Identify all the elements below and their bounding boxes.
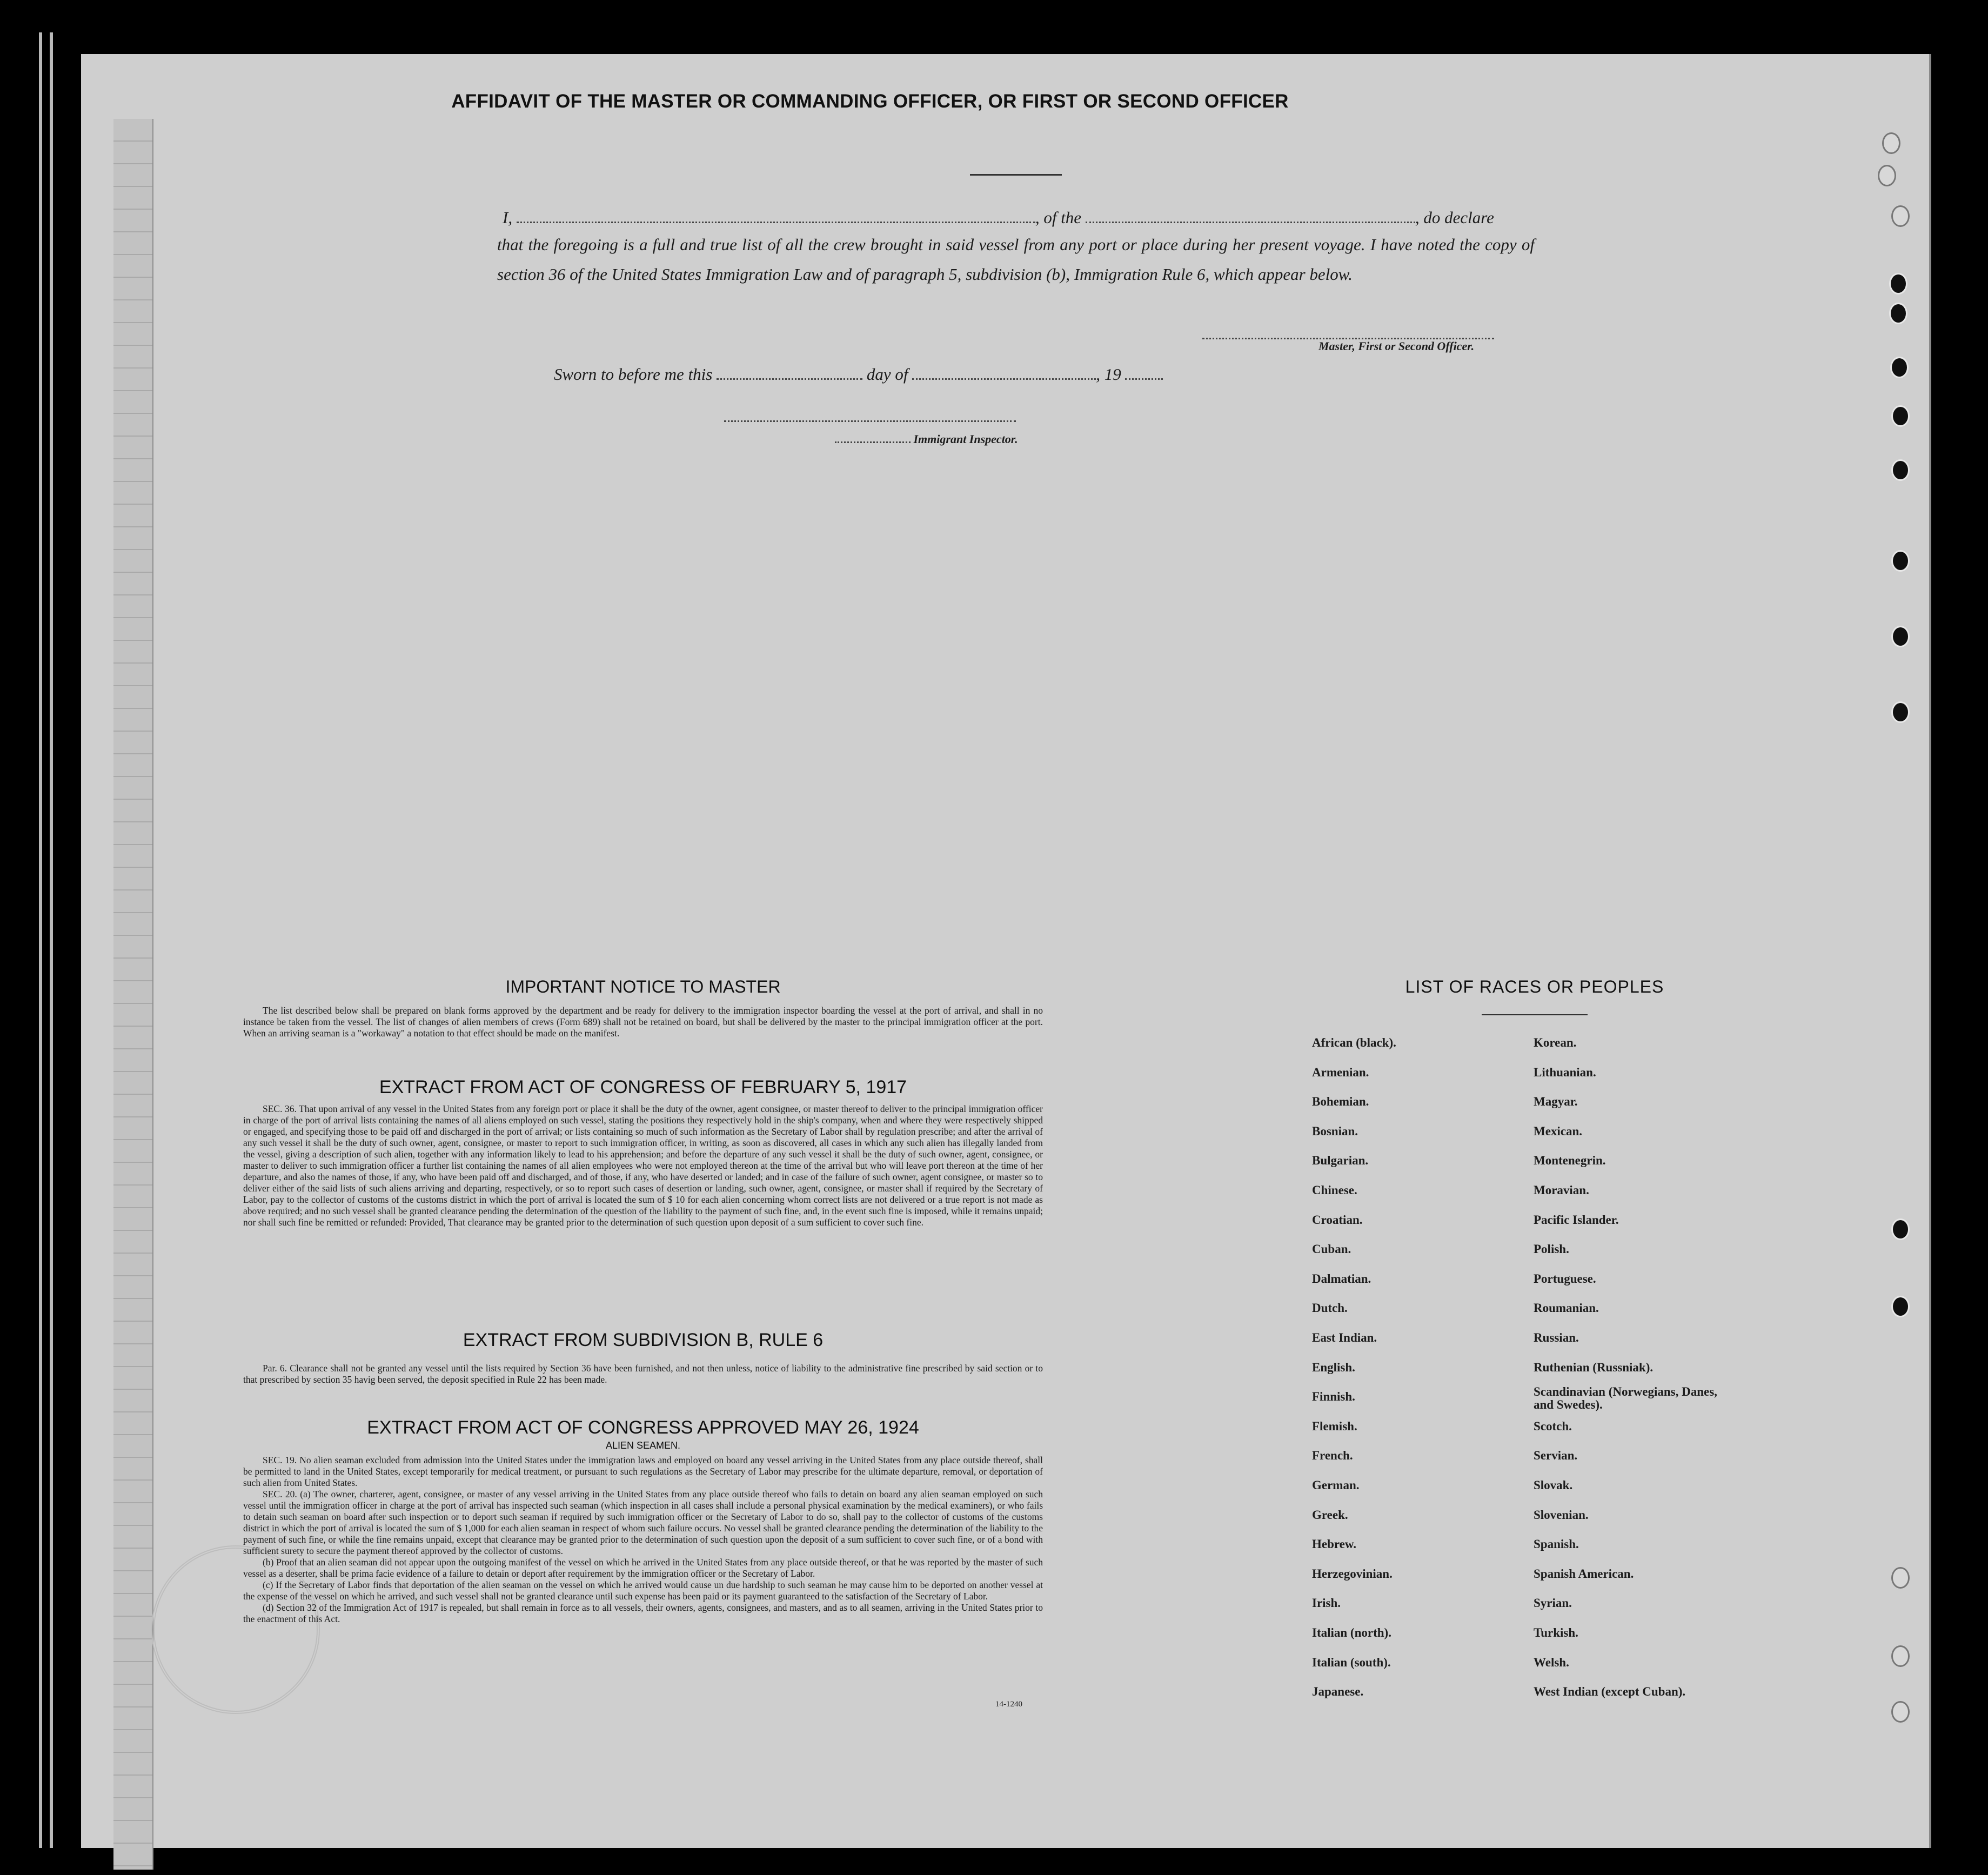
race-item: Greek. — [1312, 1508, 1348, 1522]
race-item: English. — [1312, 1360, 1355, 1374]
sec20b-paragraph: (b) Proof that an alien seaman did not appear upon the outgoing manifest of the vessel on which he arrived in the United States from any place outside thereof, or that he was reported by the master of such vessel as a deserter, shall be prima facie evidence of a failure to detain or deport after requirement by the immigration officer or the Secretary of Labor. — [243, 1557, 1043, 1579]
sworn-year: , 19 — [1096, 365, 1121, 384]
declaration-body: that the foregoing is a full and true list of all the crew brought in said vessel from any port or place during her present voyage. I have noted the copy of section 36 of the United States Immigration Law and of paragraph 5, subdivision (b), Immigration Rule 6, which appear below. — [497, 235, 1535, 284]
races-title: LIST OF RACES OR PEOPLES — [1405, 977, 1664, 996]
race-item: Slovenian. — [1534, 1508, 1589, 1522]
races-title-underline — [1482, 1014, 1588, 1015]
binder-hole-icon — [1891, 205, 1910, 227]
binder-hole-icon — [1882, 132, 1900, 154]
race-item: Finnish. — [1312, 1390, 1355, 1404]
race-item: Armenian. — [1312, 1065, 1369, 1079]
race-item: West Indian (except Cuban). — [1534, 1685, 1686, 1699]
extract-1917-text: SEC. 36. That upon arrival of any vessel in the United States from any foreign port or place it shall be the duty of the owner, agent consignee, or master thereof to deliver to the principal immigration officer in charge of the port of arrival lists containing the names of all aliens employed on such vessel, stating the positions they respectively hold in the ship's company, when and where they were respectively shipped or engaged, and specifying those to be paid off and discharged in the port of arrival; or lists containing so much of such information as the Secretary of Labor shall by regulation prescribe; and after the arrival of any such vessel it shall be the duty of such owner, agent, consignee, or master to report to such immigration officer, in writing, as soon as discovered, all cases in which any such alien has illegally landed from the vessel, giving a description of such alien, together with any information likely to lead to his apprehension; and before the departure of any such vessel it shall be the duty of such owner, agent, consignee, or master to deliver to such immigration officer a further list containing the names of all alien employees who were not employed thereon at the time of the arrival but who will leave port thereon at the time of her departure, and also the names of those, if any, who have been paid off and discharged, and of those, if any, who have deserted or landed; and in case of the failure of such owner, agent consignee, or master so to deliver either of the said lists of such aliens arriving and departing, respectively, or so to report such cases of desertion or landing, such owner, agent, consignee, or master shall if required by the Secretary of Labor, pay to the collector of customs of the customs district in which the port of arrival is located the sum of $ 10 for each alien concerning whom correct lists are not delivered or a true report is not made as above required; and no such vessel shall be granted clearance pending the determination of the question of the liability to the payment of such fine, and, in the event such fine is imposed, while it remains unpaid; nor shall such fine be remitted or refunded: Provided, That clearance may be granted prior to the determination of such question upon deposit of a sum sufficient to cover such fine. — [243, 1103, 1043, 1228]
extract-1924-title: EXTRACT FROM ACT OF CONGRESS APPROVED MAY 26, 1924 — [367, 1417, 919, 1438]
rule6-text: Par. 6. Clearance shall not be granted any vessel until the lists required by Section 36 have been furnished, and not then unless, notice of liability to the administrative fine prescribed by said section or to that prescribed by section 35 havig been served, the deposit specified in Rule 22 has been made. — [243, 1363, 1043, 1385]
race-item: East Indian. — [1312, 1331, 1377, 1344]
binder-hole-icon — [1891, 1701, 1910, 1723]
race-item: Irish. — [1312, 1596, 1341, 1610]
form-number: 14-1240 — [995, 1700, 1022, 1709]
binder-hole-icon — [1891, 701, 1910, 723]
race-item: Pacific Islander. — [1534, 1213, 1619, 1227]
declaration-line — [503, 208, 1494, 227]
race-item: Slovak. — [1534, 1478, 1573, 1492]
inspector-signature-blank[interactable] — [724, 419, 1016, 422]
sworn-line — [554, 365, 1163, 384]
sec20c-paragraph: (c) If the Secretary of Labor finds that deportation of the alien seaman on the vessel on which he arrived would cause un due hardship to such seaman he may cause him to be deported on another vessel at the expense of the vessel on which he arrived, and such vessel shall not be granted clearance until such expense has been paid or its payment guaranteed to the satisfaction of the Secretary of Labor. — [243, 1579, 1043, 1602]
race-item: Roumanian. — [1534, 1301, 1599, 1315]
sworn-day-of: day of — [866, 365, 908, 384]
binder-hole-icon — [1891, 1567, 1910, 1589]
page-edge-left-inner — [50, 32, 53, 1848]
race-item: Scandinavian (Norwegians, Danes, and Swedes). — [1534, 1385, 1717, 1412]
binder-hole-icon — [1891, 1218, 1910, 1240]
race-item: Cuban. — [1312, 1242, 1351, 1256]
race-item: Dalmatian. — [1312, 1271, 1371, 1285]
binder-hole-icon — [1891, 405, 1910, 427]
race-item: Italian (south). — [1312, 1655, 1391, 1669]
rule6-title: EXTRACT FROM SUBDIVISION B, RULE 6 — [463, 1330, 824, 1350]
race-item: Montenegrin. — [1534, 1154, 1606, 1168]
race-item: Russian. — [1534, 1331, 1579, 1344]
race-item: Hebrew. — [1312, 1537, 1356, 1551]
race-item: Portuguese. — [1534, 1271, 1596, 1285]
race-item: Welsh. — [1534, 1655, 1569, 1669]
sec20a-paragraph: SEC. 20. (a) The owner, charterer, agent, consignee, or master of any vessel arriving in the United States from any place outside thereof who fails to detain on board any alien seaman employed on such vessel until the immigration officer in charge at the port of arrival has inspected such seaman (which inspection in all cases shall include a personal physical examination by the medical examiners), or who fails to detain such seaman on board after such inspection or to deport such seaman if required by such immigration officer or the Secretary of Labor to do so, shall pay to the collector of customs of the customs district in which the port of arrival is located the sum of $ 1,000 for each alien seaman in respect of whom such failure occurs. No vessel shall be granted clearance pending the determination of the liability to the payment of such fine, or while the fine remains unpaid, except that clearance may be granted prior to the determination of such question upon the deposit of a sum sufficient to cover such fine, or of a bond with sufficient surety to secure the payment thereof approved by the collector of customs. — [243, 1489, 1043, 1556]
declaration-of-the: , of the — [1035, 208, 1082, 227]
race-item: Korean. — [1534, 1036, 1577, 1049]
race-item: French. — [1312, 1449, 1353, 1463]
race-item: Herzegovinian. — [1312, 1566, 1393, 1581]
race-item: Servian. — [1534, 1449, 1578, 1463]
binder-hole-icon — [1890, 357, 1909, 378]
declaration-end: , do declare — [1415, 208, 1494, 227]
binder-hole-icon — [1891, 626, 1910, 647]
sworn-text: Sworn to before me this — [554, 365, 713, 384]
race-item: Syrian. — [1534, 1596, 1572, 1610]
extract-1924-text — [243, 1455, 1043, 1625]
race-item: Scotch. — [1534, 1419, 1572, 1433]
race-item: Italian (north). — [1312, 1626, 1391, 1639]
race-item: Spanish. — [1534, 1537, 1579, 1551]
race-item: Turkish. — [1534, 1626, 1578, 1639]
extract-1924-subtitle: ALIEN SEAMEN. — [605, 1440, 681, 1451]
race-item: Ruthenian (Russniak). — [1534, 1360, 1654, 1374]
race-item: Mexican. — [1534, 1124, 1583, 1138]
race-item: Bohemian. — [1312, 1095, 1369, 1109]
sworn-month-blank[interactable] — [912, 378, 1096, 380]
declaration-i: I, — [503, 208, 513, 227]
page-edge-left — [39, 32, 42, 1848]
ruled-margin — [113, 119, 153, 1870]
notice-title: IMPORTANT NOTICE TO MASTER — [505, 977, 781, 996]
inspector-caption: Immigrant Inspector. — [835, 432, 1018, 446]
sworn-day-blank[interactable] — [717, 378, 862, 380]
race-item: African (black). — [1312, 1036, 1396, 1049]
officer-signature-caption: Master, First or Second Officer. — [1318, 339, 1475, 353]
binder-hole-icon — [1878, 165, 1896, 186]
race-item: Moravian. — [1534, 1183, 1589, 1197]
title-underline — [970, 174, 1062, 176]
name-blank[interactable] — [517, 222, 1035, 223]
race-item: Dutch. — [1312, 1301, 1348, 1315]
race-item: Croatian. — [1312, 1213, 1363, 1227]
binder-hole-icon — [1889, 273, 1907, 294]
sec20d-paragraph: (d) Section 32 of the Immigration Act of 1917 is repealed, but shall remain in force as to all vessels, their owners, agents, consignees, and masters, and as to all seamen, arriving in the United States prior to the enactment of this Act. — [243, 1602, 1043, 1624]
race-item: Japanese. — [1312, 1685, 1364, 1699]
race-item: Polish. — [1534, 1242, 1569, 1256]
binder-hole-icon — [1891, 459, 1910, 481]
binder-hole-icon — [1891, 1645, 1910, 1667]
race-item: Flemish. — [1312, 1419, 1357, 1433]
sworn-year-blank[interactable] — [1125, 378, 1163, 380]
binder-hole-icon — [1891, 1296, 1910, 1317]
race-item: Bosnian. — [1312, 1124, 1358, 1138]
binder-hole-icon — [1889, 303, 1907, 324]
race-item: Lithuanian. — [1534, 1065, 1596, 1079]
race-item: Chinese. — [1312, 1183, 1357, 1197]
race-item: German. — [1312, 1478, 1360, 1492]
affidavit-title: AFFIDAVIT OF THE MASTER OR COMMANDING OFFICER, OR FIRST OR SECOND OFFICER — [451, 91, 1289, 112]
binder-hole-icon — [1891, 550, 1910, 572]
race-item: Magyar. — [1534, 1095, 1578, 1109]
extract-1917-title: EXTRACT FROM ACT OF CONGRESS OF FEBRUARY 5, 1917 — [379, 1077, 907, 1097]
notice-text: The list described below shall be prepared on blank forms approved by the department and be ready for delivery to the immigration inspector boarding the vessel at the port of arrival, and shall in no instance be taken from the vessel. The list of changes of alien members of crews (Form 689) shall not be retained on board, but shall be delivered by the master to the principal immigration officer at the port. When an arriving seaman is a "workaway" a notation to that effect should be made on the manifest. — [243, 1005, 1043, 1039]
vessel-blank[interactable] — [1086, 222, 1415, 223]
race-item: Spanish American. — [1534, 1566, 1634, 1581]
race-item: Bulgarian. — [1312, 1154, 1369, 1168]
sec19-paragraph: SEC. 19. No alien seaman excluded from admission into the United States under the immigration laws and employed on board any vessel arriving in the United States from any place outside thereof, shall be permitted to land in the United States, except temporarily for medical treatment, or pursuant to such regulations as the Secretary of Labor may prescribe for the ultimate departure, removal, or deportation of such alien from United States. — [243, 1455, 1043, 1488]
